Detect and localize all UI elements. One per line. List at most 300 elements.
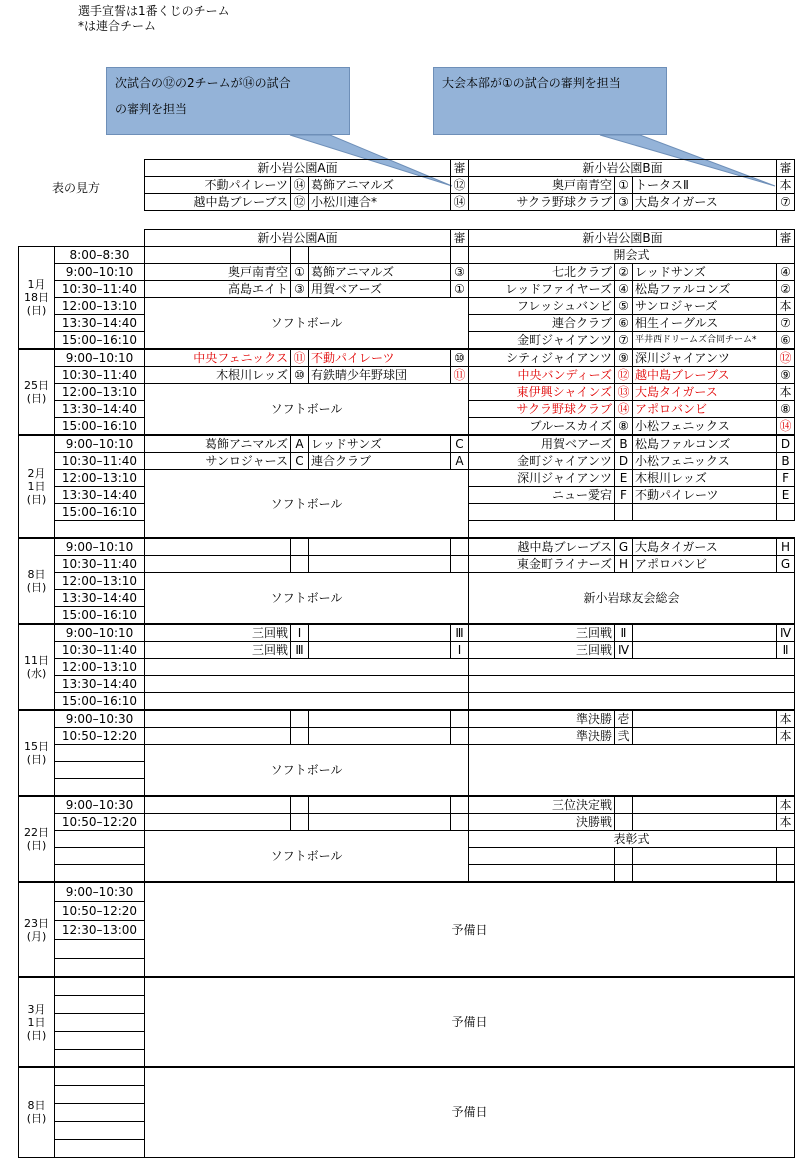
date-text: 8日 [27,568,46,581]
legend-cell: 本 [777,177,795,194]
date-text: 15日 [24,740,49,753]
schedule-row [19,470,795,487]
date-text: 25日 [24,379,49,392]
legend-cell: ③ [615,194,633,211]
legend-cell: 葛飾アニマルズ [309,177,451,194]
schedule-cell [633,642,777,659]
schedule-cell [633,624,777,642]
schedule-cell: 木根川レッズ [145,367,291,384]
schedule-row [19,538,795,556]
schedule-cell: ⑥ [777,332,795,350]
time-cell [55,865,145,883]
time-cell [55,1121,145,1139]
schedule-cell [451,710,469,728]
time-cell [55,745,145,762]
date-cell [19,796,55,882]
schedule-row [19,745,795,762]
legend-cell: 不動パイレーツ [145,177,291,194]
time-cell: 9:00–10:10 [55,349,145,367]
softball-block: ソフトボール [145,470,469,539]
schedule-cell [291,556,309,573]
time-cell [55,831,145,848]
schedule-cell: アポロバンビ [633,401,777,418]
date-text: 1月 [27,278,46,291]
time-cell [55,1049,145,1067]
schedule-cell [451,814,469,831]
time-cell: 9:00–10:10 [55,538,145,556]
schedule-cell: ④ [615,281,633,298]
schedule-cell: フレッシュバンビ [469,298,615,315]
date-cell [19,977,55,1067]
schedule-cell: ⑨ [777,367,795,384]
schedule-row [19,264,795,281]
schedule-cell: 三回戦 [469,624,615,642]
schedule-row [19,831,795,848]
schedule-cell: ニュー愛宕 [469,487,615,504]
schedule-row [19,624,795,642]
date-text: (日) [26,304,47,317]
schedule-cell: 大島タイガース [633,384,777,401]
date-text: 3月 [27,1002,46,1016]
schedule-cell: ⑪ [451,367,469,384]
schedule-cell: 本 [777,796,795,814]
legend-cell: トータスⅡ [633,177,777,194]
softball-block: ソフトボール [145,384,469,436]
date-text: 1日 [27,1015,46,1029]
schedule-cell: レッドサンズ [633,264,777,281]
time-cell: 9:00–10:10 [55,264,145,281]
schedule-cell: 準決勝 [469,710,615,728]
schedule-cell: ⑨ [615,349,633,367]
date-text: 11日 [24,654,49,667]
schedule-row [19,796,795,814]
schedule-cell: 連合クラブ [469,315,615,332]
time-cell: 10:50–12:20 [55,901,145,920]
schedule-cell [633,504,777,521]
date-text: (日) [26,1028,47,1042]
time-cell [55,779,145,797]
schedule-cell [309,556,451,573]
schedule-cell: ④ [777,264,795,281]
time-cell: 9:00–10:30 [55,882,145,901]
schedule-cell: C [451,435,469,453]
schedule-cell: C [291,453,309,470]
schedule-cell [309,624,451,642]
schedule-cell [145,676,469,693]
time-cell: 13:30–14:40 [55,676,145,693]
schedule-cell [469,504,615,521]
schedule-cell [291,710,309,728]
schedule-cell [615,814,633,831]
schedule-cell [451,247,469,264]
schedule-cell: 葛飾アニマルズ [309,264,451,281]
schedule-cell: Ⅰ [451,642,469,659]
schedule-cell: D [615,453,633,470]
time-cell: 12:00–13:10 [55,659,145,676]
schedule-cell [633,848,777,865]
schedule-cell [469,676,795,693]
date-text: 8日 [27,1099,46,1113]
reserve-day-block: 予備日 [145,1067,795,1157]
time-cell: 10:30–11:40 [55,281,145,298]
legend-cell: 小松川連合* [309,194,451,211]
legend-cell: ⑦ [777,194,795,211]
schedule-cell: ⑩ [451,349,469,367]
schedule-cell: 東伊興シャインズ [469,384,615,401]
schedule-row [19,882,795,901]
softball-block: ソフトボール [145,298,469,350]
schedule-row [19,298,795,315]
schedule-cell: 本 [777,298,795,315]
legend-cell: ① [615,177,633,194]
date-text: 1日 [27,480,46,493]
schedule-cell: ⑦ [615,332,633,350]
schedule-cell [309,814,451,831]
schedule-cell: 本 [777,710,795,728]
schedule-row [19,1067,795,1085]
schedule-cell [469,848,615,865]
schedule-cell: Ⅱ [777,642,795,659]
schedule-cell: Ⅳ [615,642,633,659]
schedule-cell: 七北クラブ [469,264,615,281]
time-cell: 12:00–13:10 [55,298,145,315]
schedule-cell [145,728,291,745]
schedule-cell: Ⅲ [291,642,309,659]
header-ref-b: 審 [777,230,795,247]
schedule-cell [291,814,309,831]
schedule-row [19,693,795,711]
date-cell [19,1067,55,1157]
schedule-cell: Ⅰ [291,624,309,642]
schedule-cell: ① [451,281,469,298]
time-cell: 13:30–14:40 [55,590,145,607]
softball-block: ソフトボール [145,831,469,883]
callout-left-line1: 次試合の⑫の2チームが⑭の試合 [115,76,291,90]
schedule-cell [777,504,795,521]
date-text: (月) [26,929,47,943]
legend-cell: ⑫ [451,177,469,194]
time-cell: 10:30–11:40 [55,556,145,573]
schedule-cell: サンロジャース [145,453,291,470]
date-text: (水) [26,667,47,680]
schedule-cell: サンロジャーズ [633,298,777,315]
schedule-cell: 相生イーグルス [633,315,777,332]
time-cell: 12:00–13:10 [55,573,145,590]
time-cell [55,977,145,995]
schedule-cell [469,659,795,676]
schedule-cell [633,796,777,814]
legend-table [144,159,795,211]
schedule-row [19,710,795,728]
time-cell [55,1067,145,1085]
schedule-cell: D [777,435,795,453]
schedule-cell [145,693,469,711]
reserve-day-block: 予備日 [145,977,795,1067]
schedule-cell [615,504,633,521]
schedule-cell: 有鉄晴少年野球団 [309,367,451,384]
time-cell [55,848,145,865]
schedule-cell [145,796,291,814]
legend-cell: 大島タイガース [633,194,777,211]
legend-cell: サクラ野球クラブ [469,194,615,211]
schedule-cell [469,865,615,883]
schedule-cell [777,865,795,883]
schedule-cell [145,659,469,676]
time-cell: 13:30–14:40 [55,487,145,504]
schedule-cell: ⑪ [291,349,309,367]
schedule-cell [291,247,309,264]
schedule-cell: ⑭ [615,401,633,418]
time-cell [55,762,145,779]
schedule-cell: H [777,538,795,556]
schedule-cell [145,538,291,556]
schedule-cell: ⑫ [777,349,795,367]
schedule-cell: B [777,453,795,470]
schedule-cell: 松島ファルコンズ [633,281,777,298]
schedule-cell: Ⅱ [615,624,633,642]
time-cell: 13:30–14:40 [55,315,145,332]
schedule-cell: Ⅲ [451,624,469,642]
time-cell: 15:00–16:10 [55,332,145,350]
time-cell: 9:00–10:10 [55,435,145,453]
schedule-cell: シティジャイアンツ [469,349,615,367]
schedule-cell: 松島ファルコンズ [633,435,777,453]
time-cell: 12:30–13:00 [55,920,145,939]
schedule-cell [145,247,291,264]
date-text: (日) [26,1112,47,1126]
schedule-cell: 決勝戦 [469,814,615,831]
date-cell [19,710,55,796]
schedule-cell: ① [291,264,309,281]
time-cell: 15:00–16:10 [55,418,145,436]
legend-cell: ⑭ [451,194,469,211]
time-cell: 10:30–11:40 [55,453,145,470]
schedule-cell: A [291,435,309,453]
date-text: (日) [26,581,47,594]
schedule-cell: 弐 [615,728,633,745]
schedule-row [19,728,795,745]
schedule-cell [309,247,451,264]
date-text: 23日 [24,916,49,930]
time-cell [55,1139,145,1157]
schedule-cell: ⑥ [615,315,633,332]
award-ceremony: 表彰式 [469,831,795,848]
callout-right-text: 大会本部が①の試合の審判を担当 [442,76,621,90]
schedule-cell: 金町ジャイアンツ [469,453,615,470]
schedule-cell: 不動パイレーツ [309,349,451,367]
schedule-cell [451,728,469,745]
softball-block: ソフトボール [145,745,469,797]
schedule-cell [451,538,469,556]
schedule-cell [145,710,291,728]
schedule-cell: E [615,470,633,487]
schedule-cell: ⑦ [777,315,795,332]
schedule-cell: A [451,453,469,470]
schedule-row [19,659,795,676]
schedule-cell: 小松フェニックス [633,418,777,436]
legend-cell: ⑫ [291,194,309,211]
time-cell [55,958,145,977]
schedule-row [19,676,795,693]
schedule-cell [291,796,309,814]
schedule-row [19,453,795,470]
schedule-row [19,247,795,264]
schedule-cell [633,865,777,883]
schedule-row [19,435,795,453]
schedule-cell: ⑧ [615,418,633,436]
time-cell: 15:00–16:10 [55,693,145,711]
time-cell: 10:50–12:20 [55,814,145,831]
schedule-cell: F [615,487,633,504]
note-line-2: *は連合チーム [78,19,157,33]
schedule-cell: 葛飾アニマルズ [145,435,291,453]
schedule-cell: ② [777,281,795,298]
schedule-cell: 壱 [615,710,633,728]
reserve-day-block: 予備日 [145,882,795,977]
schedule-cell: ③ [291,281,309,298]
opening-ceremony: 開会式 [469,247,795,264]
schedule-row [19,556,795,573]
time-cell: 10:50–12:20 [55,728,145,745]
schedule-row [19,814,795,831]
legend-court-b: 新小岩公園B面 [469,160,777,177]
legend-cell: 奥戸南青空 [469,177,615,194]
schedule-row [19,573,795,590]
schedule-cell: 高島エイト [145,281,291,298]
date-cell [19,435,55,538]
date-text: 18日 [24,291,49,304]
time-cell: 13:30–14:40 [55,401,145,418]
schedule-cell: ② [615,264,633,281]
schedule-row [19,977,795,995]
time-cell: 12:00–13:10 [55,384,145,401]
schedule-row [19,349,795,367]
callout-left-line2: の審判を担当 [115,102,188,116]
header-court-a: 新小岩公園A面 [145,230,451,247]
time-cell: 15:00–16:10 [55,504,145,521]
schedule-cell [291,538,309,556]
schedule-cell: 本 [777,814,795,831]
time-cell [55,1013,145,1031]
schedule-cell [451,556,469,573]
schedule-cell: ⑧ [777,401,795,418]
schedule-cell: 小松フェニックス [633,453,777,470]
schedule-row [19,384,795,401]
schedule-cell: ⑭ [777,418,795,436]
schedule-cell: 用賀ベアーズ [309,281,451,298]
legend-cell: ⑭ [291,177,309,194]
schedule-cell [309,642,451,659]
schedule-cell [633,814,777,831]
legend-ref-b: 審 [777,160,795,177]
schedule-cell: 準決勝 [469,728,615,745]
time-cell [55,1085,145,1103]
date-cell [19,538,55,624]
schedule-cell [633,710,777,728]
schedule-cell: 三回戦 [145,624,291,642]
date-text: (日) [26,392,47,405]
schedule-cell: 深川ジャイアンツ [633,349,777,367]
schedule-cell [145,556,291,573]
time-cell: 8:00–8:30 [55,247,145,264]
time-cell: 10:30–11:40 [55,367,145,384]
date-cell [19,349,55,435]
legend-label: 表の見方 [52,181,101,195]
schedule-cell: E [777,487,795,504]
schedule-cell: 金町ジャイアンツ [469,332,615,350]
schedule-cell: ⑬ [615,384,633,401]
schedule-cell: サクラ野球クラブ [469,401,615,418]
time-cell: 9:00–10:30 [55,710,145,728]
schedule-cell [309,728,451,745]
schedule-cell: アポロバンビ [633,556,777,573]
schedule-cell: 本 [777,728,795,745]
date-text: (日) [26,839,47,852]
schedule-cell: 深川ジャイアンツ [469,470,615,487]
date-cell [19,882,55,977]
schedule-row [19,281,795,298]
schedule-cell: F [777,470,795,487]
header-court-b: 新小岩公園B面 [469,230,777,247]
legend-court-a: 新小岩公園A面 [145,160,451,177]
schedule-cell: 本 [777,384,795,401]
time-cell [55,1103,145,1121]
meeting-block: 新小岩球友会総会 [469,573,795,625]
schedule-cell: G [615,538,633,556]
schedule-cell [469,693,795,711]
time-cell [55,995,145,1013]
header-ref-a: 審 [451,230,469,247]
schedule-cell: 平井西ドリームズ合同チーム* [633,332,777,350]
schedule-cell [309,710,451,728]
schedule-cell [145,814,291,831]
time-cell: 9:00–10:10 [55,624,145,642]
schedule-cell: 奥戸南青空 [145,264,291,281]
schedule-cell: レッドサンズ [309,435,451,453]
schedule-cell: Ⅳ [777,624,795,642]
schedule-cell [451,796,469,814]
schedule-cell [633,728,777,745]
schedule-cell: 中央フェニックス [145,349,291,367]
schedule-cell: ⑩ [291,367,309,384]
schedule-cell [615,848,633,865]
schedule-cell: B [615,435,633,453]
date-cell [19,247,55,350]
softball-block: ソフトボール [145,573,469,625]
schedule-cell: レッドファイヤーズ [469,281,615,298]
schedule-cell: 連合クラブ [309,453,451,470]
legend-ref-a: 審 [451,160,469,177]
schedule-cell: ③ [451,264,469,281]
schedule-cell: 三回戦 [145,642,291,659]
schedule-cell: 木根川レッズ [633,470,777,487]
schedule-cell [309,538,451,556]
schedule-cell [615,796,633,814]
time-cell [55,521,145,539]
time-cell: 15:00–16:10 [55,607,145,625]
schedule-cell: 三位決定戦 [469,796,615,814]
schedule-cell: ブルースカイズ [469,418,615,436]
date-text: 2月 [27,467,46,480]
schedule-row [19,367,795,384]
schedule-row [19,642,795,659]
schedule-cell: 越中島ブレーブス [469,538,615,556]
schedule-cell [777,848,795,865]
date-text: 22日 [24,826,49,839]
time-cell [55,1031,145,1049]
time-cell: 9:00–10:30 [55,796,145,814]
schedule-cell: H [615,556,633,573]
